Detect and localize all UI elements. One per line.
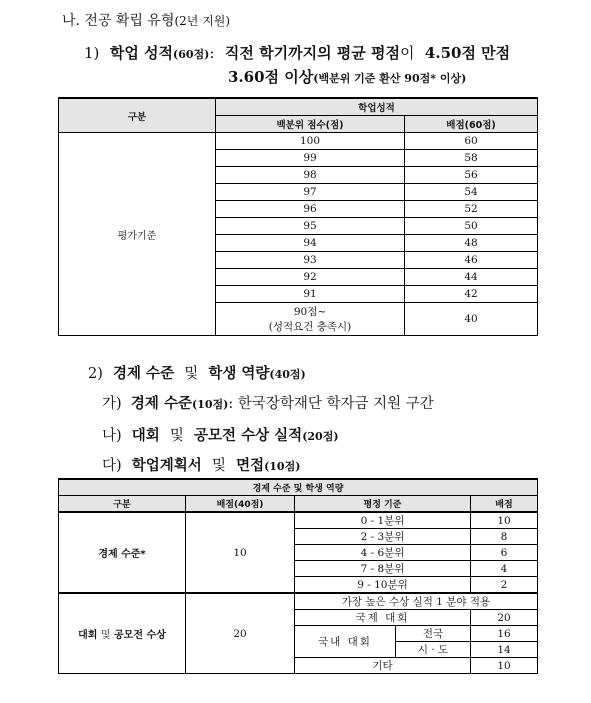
table2-econ-score: 8 xyxy=(471,529,538,545)
table1-score: 93 xyxy=(216,252,405,269)
table1-col-category: 구분 xyxy=(59,98,216,133)
item1-text-b: 이 xyxy=(399,44,415,62)
sub-na-num: 나) xyxy=(102,428,122,444)
table2-award-points: 20 xyxy=(186,593,295,674)
sub-da-a: 학업계획서 xyxy=(131,457,202,474)
table2-econ-points: 10 xyxy=(186,512,295,593)
table1-col-group: 학업성적 xyxy=(216,98,538,116)
table2-econ-criteria: 4 - 6분위 xyxy=(295,545,471,561)
table1-header-row1 xyxy=(59,98,538,116)
table1-points: 44 xyxy=(405,269,538,286)
table2-award-note: 가장 높은 수상 실적 1 분야 적용 xyxy=(295,593,538,610)
table1-points: 46 xyxy=(405,252,538,269)
item1-label: 학업 성적 xyxy=(109,44,174,62)
table2-econ-score: 6 xyxy=(471,545,538,561)
sub-na-c: 공모전 수상 실적 xyxy=(194,427,303,444)
table2-title: 경제 수준 및 학생 역량 xyxy=(59,479,538,496)
item1-line2-b: (백분위 기준 환산 90점* 이상) xyxy=(313,72,467,85)
sub-na-d: (20점) xyxy=(302,430,339,443)
table2-city: 시 · 도 xyxy=(396,642,471,658)
table2-national-score: 16 xyxy=(471,626,538,642)
sub-da-c: 면접 xyxy=(236,457,265,474)
sub-ga-num: 가) xyxy=(102,396,122,412)
table1-points: 56 xyxy=(405,167,538,184)
table2-intl-score: 20 xyxy=(471,610,538,626)
table1-points: 50 xyxy=(405,218,538,235)
sub-da-b: 및 xyxy=(211,458,226,474)
table2-header-row xyxy=(59,496,538,513)
table1-points: 60 xyxy=(405,133,538,150)
table2-col-points: 배점(40점) xyxy=(186,496,295,513)
table2-award-label-c: 공모전 수상 xyxy=(114,630,166,641)
item2-num: 2) xyxy=(88,366,103,382)
sub-ga xyxy=(102,392,434,413)
table2-award-label-b: 및 xyxy=(100,630,111,641)
table2-award-label xyxy=(59,593,186,674)
table-row xyxy=(59,133,538,150)
table1-score: 91 xyxy=(216,286,405,303)
table1-last-score-1: 90점~ xyxy=(293,306,327,318)
item2-d: (40점) xyxy=(269,368,306,381)
table2-other-score: 10 xyxy=(471,658,538,674)
table2-econ-score: 10 xyxy=(471,512,538,529)
table-row xyxy=(59,593,538,610)
table2-econ-criteria: 7 - 8분위 xyxy=(295,561,471,577)
table1-score: 99 xyxy=(216,150,405,167)
item2-b: 및 xyxy=(184,366,199,382)
table2-econ-label: 경제 수준* xyxy=(59,512,186,593)
table1-points: 42 xyxy=(405,286,538,303)
table1-score: 95 xyxy=(216,218,405,235)
item2-heading xyxy=(88,362,306,383)
sub-ga-label: 경제 수준 xyxy=(130,395,192,412)
section-heading-paren: (2년 지원) xyxy=(174,14,231,28)
table1-score: 96 xyxy=(216,201,405,218)
item1-label-paren: (60점) xyxy=(173,48,210,61)
table1-points: 52 xyxy=(405,201,538,218)
sub-na xyxy=(102,424,339,445)
table2-col-category: 구분 xyxy=(59,496,186,513)
sub-ga-paren: (10점) xyxy=(191,398,229,411)
table1-score: 94 xyxy=(216,235,405,252)
item1-text-a: 직전 학기까지의 평균 평점 xyxy=(224,44,400,62)
table2-award-label-a: 대회 xyxy=(78,630,98,641)
table2-econ-criteria: 0 - 1분위 xyxy=(295,512,471,529)
table1-col-points: 배점(60점) xyxy=(405,116,538,133)
table1-last-points: 40 xyxy=(405,303,538,336)
section-heading xyxy=(62,10,230,30)
table2-econ-score: 4 xyxy=(471,561,538,577)
sub-da-num: 다) xyxy=(102,458,122,474)
sub-na-b: 및 xyxy=(169,428,184,444)
table1-last-score xyxy=(216,303,405,336)
table1-score: 100 xyxy=(216,133,405,150)
sub-na-a: 대회 xyxy=(131,427,160,444)
item2-c: 학생 역량 xyxy=(208,365,270,382)
economy-competency-table xyxy=(58,478,538,674)
table1-points: 54 xyxy=(405,184,538,201)
table1-score: 98 xyxy=(216,167,405,184)
item1-line2 xyxy=(228,66,466,87)
item1-text-c: 4.50점 만점 xyxy=(424,44,511,62)
table1-score: 92 xyxy=(216,269,405,286)
table1-score: 97 xyxy=(216,184,405,201)
table1-points: 48 xyxy=(405,235,538,252)
section-heading-text: 나. 전공 확립 유형 xyxy=(62,13,175,29)
table1-col-score: 백분위 점수(점) xyxy=(216,116,405,133)
table2-econ-score: 2 xyxy=(471,577,538,594)
item1-line2-a: 3.60점 이상 xyxy=(228,68,314,86)
table2-domestic: 국내 대회 xyxy=(295,626,396,658)
table2-national: 전국 xyxy=(396,626,471,642)
item1-colon: : xyxy=(209,44,215,62)
item1-num: 1) xyxy=(84,44,100,62)
table1-points: 58 xyxy=(405,150,538,167)
table-row xyxy=(59,512,538,529)
sub-ga-text: : 한국장학재단 학자금 지원 구간 xyxy=(228,396,434,412)
table2-col-score: 배점 xyxy=(471,496,538,513)
academic-score-table xyxy=(58,97,538,336)
table1-row-label: 평가기준 xyxy=(59,133,216,336)
table2-col-criteria: 평정 기준 xyxy=(295,496,471,513)
item2-a: 경제 수준 xyxy=(113,365,175,382)
table2-title-row xyxy=(59,479,538,496)
table2-intl: 국제 대회 xyxy=(295,610,471,626)
table2-city-score: 14 xyxy=(471,642,538,658)
sub-da-d: (10점) xyxy=(264,460,301,473)
table2-econ-criteria: 9 - 10분위 xyxy=(295,577,471,594)
table2-other: 기타 xyxy=(295,658,471,674)
sub-da xyxy=(102,454,300,475)
table2-econ-criteria: 2 - 3분위 xyxy=(295,529,471,545)
table1-last-score-2: (성적요건 충족시) xyxy=(268,321,352,333)
item1-line1 xyxy=(84,42,510,63)
